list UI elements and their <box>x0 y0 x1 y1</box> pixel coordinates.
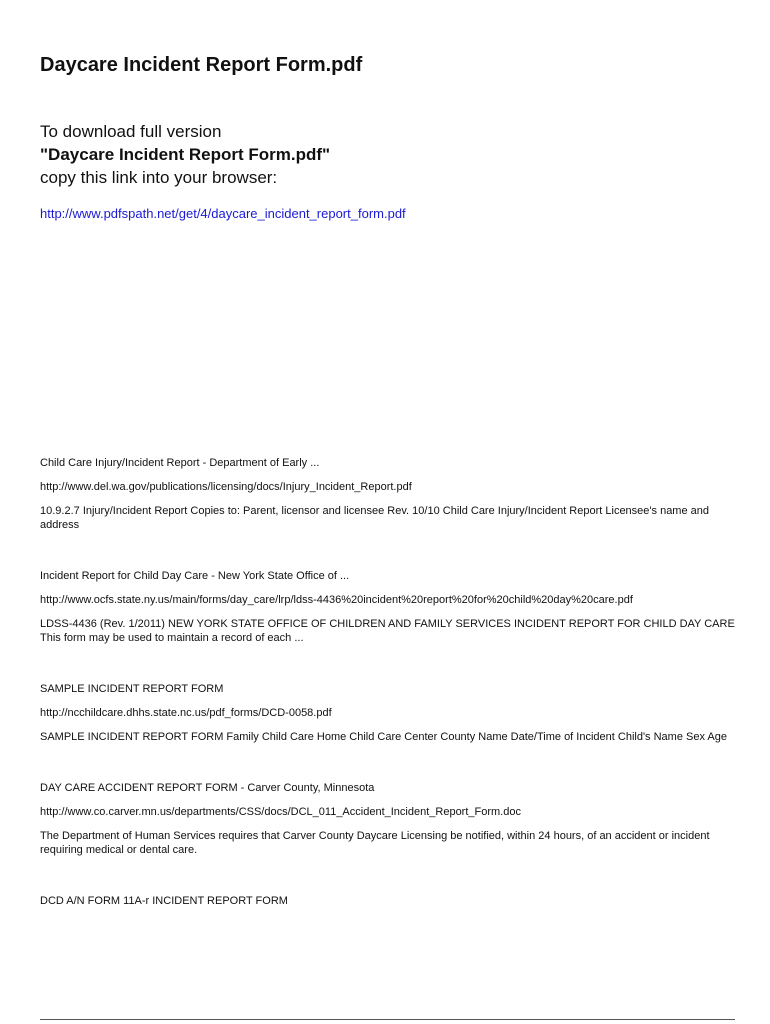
result-snippet: LDSS-4436 (Rev. 1/2011) NEW YORK STATE OFFICE OF CHILDREN AND FAMILY SERVICES INCIDENT REPORT FOR CHILD DAY CARE This form may be used to maintain a record of each ... <box>40 618 735 644</box>
download-link[interactable]: http://www.pdfspath.net/get/4/daycare_incident_report_form.pdf <box>40 206 406 221</box>
result-snippet: SAMPLE INCIDENT REPORT FORM Family Child Care Home Child Care Center County Name Date/Time of Incident Child's Name Sex Age <box>40 731 727 743</box>
download-instructions <box>40 120 330 189</box>
result-title: Incident Report for Child Day Care - New York State Office of ... <box>40 570 350 582</box>
result-title: DAY CARE ACCIDENT REPORT FORM - Carver County, Minnesota <box>40 782 375 794</box>
result-url: http://www.co.carver.mn.us/departments/CSS/docs/DCL_011_Accident_Incident_Report_Form.doc <box>40 806 521 818</box>
result-title: Child Care Injury/Incident Report - Department of Early ... <box>40 457 320 469</box>
result-item <box>40 456 740 532</box>
result-url: http://www.del.wa.gov/publications/licensing/docs/Injury_Incident_Report.pdf <box>40 481 412 493</box>
result-snippet: The Department of Human Services requires that Carver County Daycare Licensing be notified, within 24 hours, of an accident or incident requiring medical or dental care. <box>40 830 710 856</box>
download-line-1: To download full version <box>40 122 222 141</box>
result-url: http://ncchildcare.dhhs.state.nc.us/pdf_forms/DCD-0058.pdf <box>40 707 332 719</box>
result-item <box>40 894 740 908</box>
download-filename: "Daycare Incident Report Form.pdf" <box>40 145 331 164</box>
download-line-3: copy this link into your browser: <box>40 168 278 187</box>
result-title: SAMPLE INCIDENT REPORT FORM <box>40 683 224 695</box>
result-item <box>40 781 740 857</box>
result-snippet: 10.9.2.7 Injury/Incident Report Copies to: Parent, licensor and licensee Rev. 10/10 Child Care Injury/Incident Report Licensee's name and address <box>40 505 709 531</box>
search-results-list <box>40 456 740 945</box>
document-title: Daycare Incident Report Form.pdf <box>40 54 363 76</box>
footer-divider <box>40 1019 735 1020</box>
result-url: http://www.ocfs.state.ny.us/main/forms/day_care/lrp/ldss-4436%20incident%20report%20for%20child%20day%20care.pdf <box>40 594 633 606</box>
result-item <box>40 569 740 645</box>
result-title: DCD A/N FORM 11A-r INCIDENT REPORT FORM <box>40 895 288 907</box>
result-item <box>40 682 740 744</box>
